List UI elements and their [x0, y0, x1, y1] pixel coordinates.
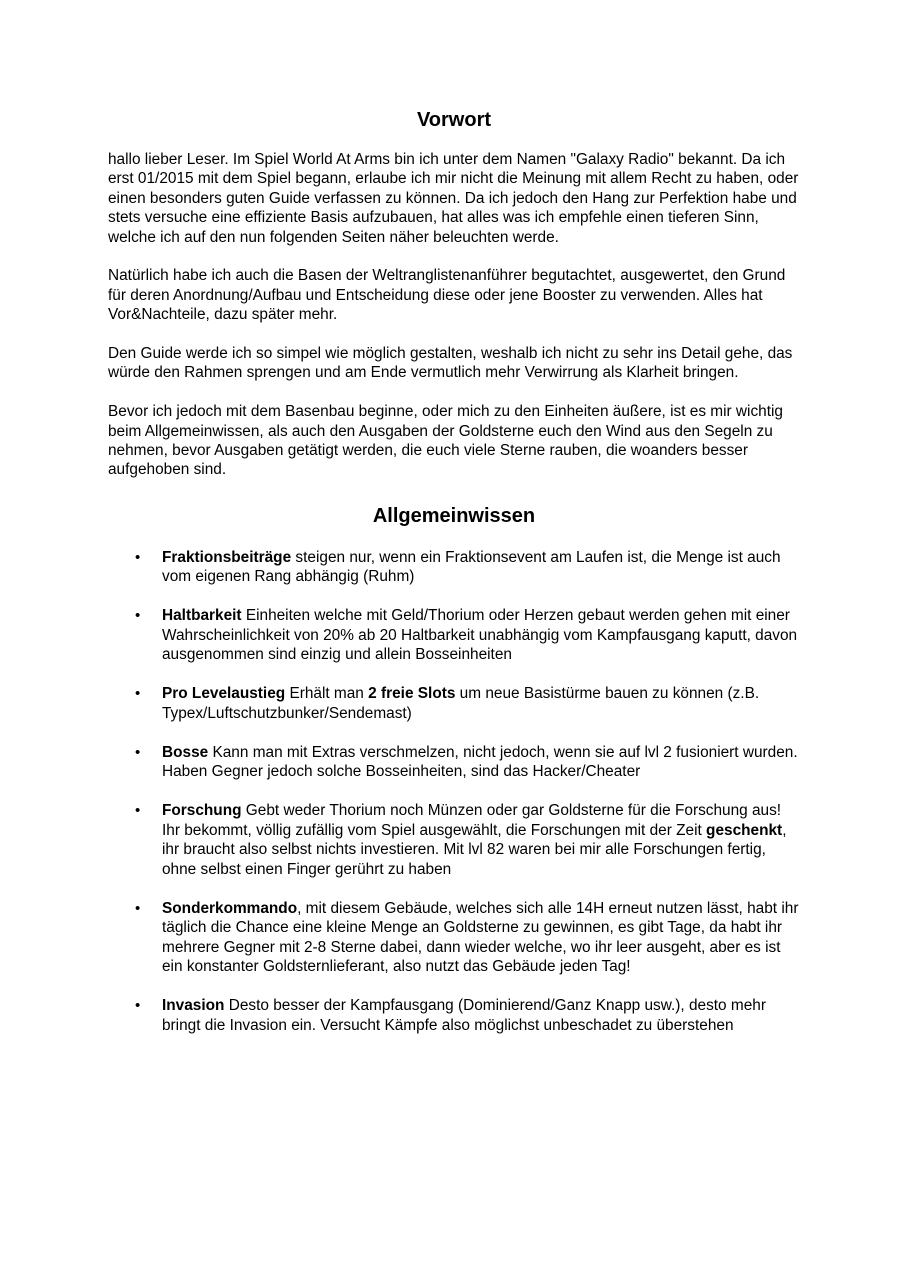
allgemeinwissen-list [108, 548, 800, 1036]
item-term: Invasion [162, 997, 225, 1015]
list-item-levelaustieg [108, 684, 800, 723]
document-page [108, 106, 800, 1055]
item-text: , ihr braucht also selbst nichts investieren. Mit lvl 82 waren bei mir alle Forschungen fertig, ohne selbst einen Finger gerührt zu haben [162, 821, 787, 878]
vorwort-heading: Vorwort [416, 109, 492, 131]
bullet-icon: • [135, 802, 141, 820]
vorwort-paragraph-3: Den Guide werde ich so simpel wie möglich gestalten, weshalb ich nicht zu sehr ins Detail gehe, das würde den Rahmen sprengen und am Ende vermutlich mehr Verwirrung als Klarheit bringen. [108, 345, 793, 382]
vorwort-paragraph-4: Bevor ich jedoch mit dem Basenbau beginne, oder mich zu den Einheiten äußere, ist es mir wichtig beim Allgemeinwissen, als auch den Ausgaben der Goldsterne euch den Wind aus den Segeln zu nehmen, bevor Ausgaben getätigt werden, die euch viele Sterne rauben, die woanders besser aufgehoben sind. [108, 403, 783, 479]
list-item-fraktionsbeitraege [108, 548, 800, 587]
item-term: Sonderkommando [162, 899, 298, 917]
vorwort-paragraph-2: Natürlich habe ich auch die Basen der Weltranglistenanführer begutachtet, ausgewertet, den Grund für deren Anordnung/Aufbau und Entscheidung diese oder jene Booster zu verwenden. Alles hat Vor&Nachteile, dazu später mehr. [108, 267, 786, 324]
bullet-icon: • [135, 997, 141, 1015]
item-text: Desto besser der Kampfausgang (Dominierend/Ganz Knapp usw.), desto mehr bringt die Invasion ein. Versucht Kämpfe also möglichst unbeschadet zu überstehen [162, 997, 766, 1034]
bullet-icon: • [135, 899, 141, 917]
item-emphasis: geschenkt [706, 821, 783, 839]
item-term: Fraktionsbeiträge [162, 548, 292, 566]
item-term: Bosse [162, 743, 209, 761]
list-item-haltbarkeit [108, 606, 800, 665]
item-text: Einheiten welche mit Geld/Thorium oder Herzen gebaut werden gehen mit einer Wahrscheinlichkeit von 20% ab 20 Haltbarkeit unabhängig vom Kampfausgang kaputt, davon ausgenommen sind einzig und allein Bosseinheiten [162, 607, 798, 664]
bullet-icon: • [135, 607, 141, 625]
item-text: Kann man mit Extras verschmelzen, nicht jedoch, wenn sie auf lvl 2 fusioniert wurden. Haben Gegner jedoch solche Bosseinheiten, sind das Hacker/Cheater [162, 743, 798, 781]
item-text: Gebt weder Thorium noch Münzen oder gar Goldsterne für die Forschung aus! Ihr bekommt, völlig zufällig vom Spiel ausgewählt, die Forschungen mit der Zeit [162, 802, 782, 839]
allgemeinwissen-heading: Allgemeinwissen [372, 504, 536, 527]
vorwort-paragraph-1: hallo lieber Leser. Im Spiel World At Arms bin ich unter dem Namen "Galaxy Radio" bekannt. Da ich erst 01/2015 mit dem Spiel begann, erlaube ich mir nicht die Meinung mit allem Recht zu haben, oder einen besonders guten Guide verfassen zu können. Da ich jedoch den Hang zur Perfektion habe und stets versuche eine effiziente Basis aufzubauen, hat alles was ich empfehle einen tieferen Sinn, welche ich auf den nun folgenden Seiten näher beleuchten werde. [108, 151, 799, 246]
item-term: Pro Levelaustieg [162, 685, 286, 703]
bullet-icon: • [135, 743, 141, 761]
item-text: , mit diesem Gebäude, welches sich alle 14H erneut nutzen lässt, habt ihr täglich die Chance eine kleine Menge an Goldsterne zu gewinnen, es gibt Tage, da habt ihr mehrere Gegner mit 2-8 Sterne dabei, dann wieder welche, wo ihr leer ausgeht, aber es ist ein konstanter Goldsternlieferant, also nutzt das Gebäude jeden Tag! [162, 899, 799, 976]
item-text: Erhält man [285, 685, 369, 703]
list-item-bosse [108, 743, 800, 782]
list-item-sonderkommando [108, 899, 800, 977]
list-item-forschung [108, 801, 800, 879]
item-term: Haltbarkeit [162, 607, 242, 625]
item-text: um neue Basistürme bauen zu können (z.B. Typex/Luftschutzbunker/Sendemast) [162, 685, 760, 722]
bullet-icon: • [135, 685, 141, 703]
item-term: Forschung [162, 802, 242, 820]
list-item-invasion [108, 996, 800, 1035]
item-emphasis: 2 freie Slots [368, 685, 456, 703]
bullet-icon: • [135, 548, 141, 566]
item-text: steigen nur, wenn ein Fraktionsevent am Laufen ist, die Menge ist auch vom eigenen Rang abhängig (Ruhm) [162, 548, 781, 586]
